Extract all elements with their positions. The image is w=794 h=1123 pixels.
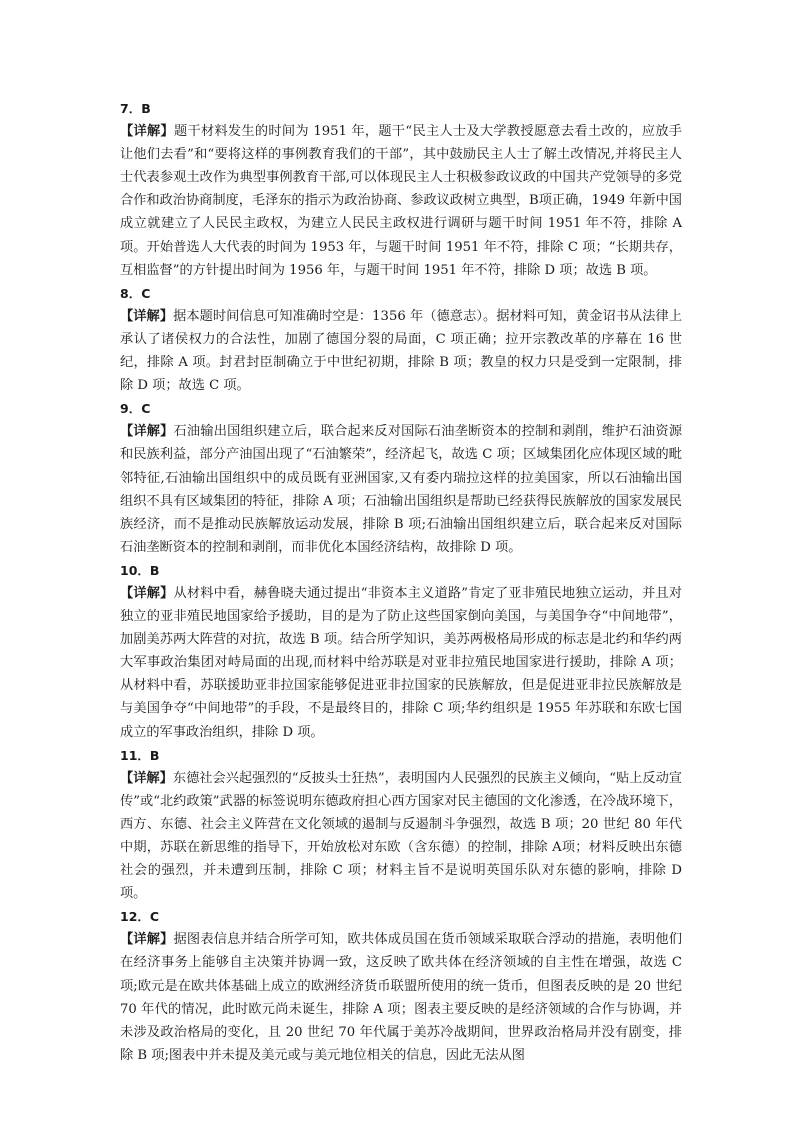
- question-7-explanation: [120, 120, 682, 282]
- question-9-answer: 9．C: [120, 401, 151, 417]
- answer-explanations: [120, 97, 682, 1067]
- explanation-label: 【详解】: [120, 932, 174, 948]
- explanation-text: 据图表信息并结合所学可知，欧共体成员国在货币领域采取联合浮动的措施，表明他们在经济事务上能够自主决策并协调一致，这反映了欧共体在经济领域的自主性在增强，故选 C 项;欧元是在欧共体基础上成立的欧洲经济货币联盟所使用的统一货币，但图表反映的是 20 世纪 70 年代的情况，此时欧元尚未诞生，排除 A 项；图表主要反映的是经济领域的合作与协调，并未涉及政治格局的变化，且 20 世纪 70 年代属于美苏冷战期间，世界政治格局并没有剧变，排除 B 项;图表中并未提及美元或与美元地位相关的信息，因此无法从图: [120, 932, 683, 1063]
- explanation-label: 【详解】: [120, 770, 173, 786]
- question-10-answer: 10．B: [120, 562, 160, 578]
- question-11-answer: 11．B: [120, 747, 160, 763]
- explanation-text: 东德社会兴起强烈的“反披头士狂热”，表明国内人民强烈的民族主义倾向，“贴上反动宣传”或“北约政策”武器的标签说明东德政府担心西方国家对民主德国的文化渗透，在冷战环境下，西方、东德、社会主义阵营在文化领域的遏制与反遏制斗争强烈，故选 B 项；20 世纪 80 年代中期，苏联在新思维的指导下，开始放松对东欧（含东德）的控制，排除 A项；材料反映出东德社会的强烈，并未遭到压制，排除 C 项；材料主旨不是说明英国乐队对东德的影响，排除 D 项。: [120, 770, 682, 902]
- explanation-text: 题干材料发生的时间为 1951 年，题干“民主人士及大学教授愿意去看土改的，应放手让他们去看”和“要将这样的事例教育我们的干部”，其中鼓励民主人士了解土改情况,并将民主人士代表参观土改作为典型事例教育干部,可以体现民主人士积极参政议政的中国共产党领导的多党合作和政治协商制度，毛泽东的指示为政治协商、参政议政树立典型，B项正确，1949 年新中国成立就建立了人民民主政权，为建立人民民主政权进行调研与题干时间 1951 年不符，排除 A 项。开始普选人大代表的时间为 1953 年，与题干时间 1951 年不符，排除 C 项；“长期共存，互相监督”的方针提出时间为 1956 年，与题干时间 1951 年不符，排除 D 项；故选 B 项。: [120, 124, 682, 278]
- question-9-explanation: [120, 420, 682, 559]
- explanation-text: 从材料中看，赫鲁晓夫通过提出“非资本主义道路”肯定了亚非殖民地独立运动，并且对独立的亚非殖民地国家给予援助，目的是为了防止这些国家倒向美国，与美国争夺“中间地带”，加剧美苏两大阵营的对抗，故选 B 项。结合所学知识，美苏两极格局形成的标志是北约和华约两大军事政治集团对峙局面的出现,而材料中给苏联是对亚非拉殖民地国家进行援助，排除 A 项；从材料中看，苏联援助亚非拉国家能够促进亚非拉国家的民族解放，但是促进亚非拉民族解放是与美国争夺“中间地带”的手段，不是最终目的，排除 C 项;华约组织是 1955 年苏联和东欧七国成立的军事政治组织，排除 D 项。: [120, 585, 683, 740]
- question-7-answer: 7．B: [120, 101, 151, 116]
- explanation-text: 据本题时间信息可知准确时空是：1356 年（德意志）。据材料可知，黄金诏书从法律上承认了诸侯权力的合法性，加剧了德国分裂的局面，C 项正确；拉开宗教改革的序幕在 16 世纪，排除 A 项。封君封臣制确立于中世纪初期，排除 B 项；教皇的权力只是受到一定限制，排除 D 项；故选 C 项。: [120, 308, 683, 394]
- question-12-explanation: [120, 928, 682, 1067]
- question-8-explanation: [120, 305, 682, 397]
- explanation-label: 【详解】: [120, 124, 174, 140]
- question-12-answer: 12．C: [120, 909, 160, 925]
- question-8-answer: 8．C: [120, 285, 151, 301]
- explanation-text: 石油输出国组织建立后，联合起来反对国际石油垄断资本的控制和剥削，维护石油资源和民族利益，部分产油国出现了“石油繁荣”，经济起飞，故选 C 项；区域集团化应体现区域的毗邻特征,石油输出国组织中的成员既有亚洲国家,又有委内瑞拉这样的拉美国家，所以石油输出国组织不具有区域集团的特征，排除 A 项；石油输出国组织是帮助已经获得民族解放的国家发展民族经济，而不是推动民族解放运动发展，排除 B 项;石油输出国组织建立后，联合起来反对国际石油垄断资本的控制和剥削，而非优化本国经济结构，故排除 D 项。: [120, 424, 683, 555]
- explanation-label: 【详解】: [120, 424, 174, 440]
- question-10-explanation: [120, 582, 682, 744]
- question-11-explanation: [120, 767, 682, 906]
- explanation-label: 【详解】: [120, 308, 174, 324]
- explanation-label: 【详解】: [120, 585, 174, 601]
